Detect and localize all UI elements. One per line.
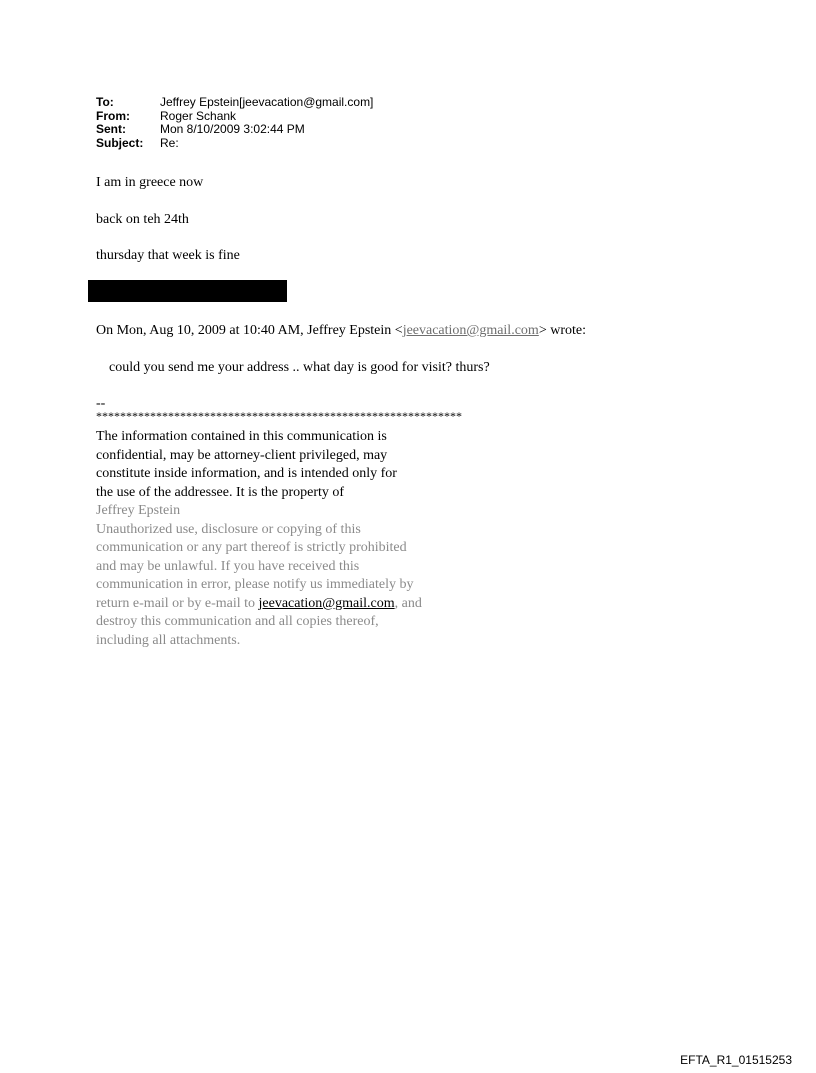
quoted-text: could you send me your address .. what day is good for visit? thurs?: [109, 360, 490, 375]
signature-gray-line: and may be unlawful. If you have received this: [96, 558, 360, 574]
signature-stars: *************************************************************: [96, 409, 462, 423]
signature-gray-line: Jeffrey Epstein: [96, 503, 181, 518]
from-row: [96, 110, 373, 124]
return-email-link[interactable]: jeevacation@gmail.com: [258, 595, 395, 611]
signature-black-line: The information contained in this communication is: [96, 429, 387, 444]
signature-gray-line: communication or any part thereof is strictly prohibited: [96, 540, 407, 555]
body-line-2: back on teh 24th: [96, 212, 189, 227]
quote-intro: [96, 323, 586, 339]
sent-label: Sent:: [96, 122, 126, 136]
signature-return-line: [96, 595, 462, 614]
subject-row: [96, 137, 373, 151]
body-line-1: I am in greece now: [96, 175, 204, 190]
from-value: Roger Schank: [160, 108, 237, 123]
signature-gray-line: communication in error, please notify us immediately by: [96, 577, 414, 592]
signature-block: [96, 398, 462, 650]
signature-dash: --: [96, 396, 106, 411]
signature-gray-line: including all attachments.: [96, 632, 241, 648]
subject-value: Re:: [160, 135, 179, 150]
to-value: Jeffrey Epstein[jeevacation@gmail.com]: [160, 95, 374, 109]
to-row: [96, 96, 373, 110]
email-header: [96, 96, 373, 150]
from-label: From:: [96, 108, 130, 123]
sent-value: Mon 8/10/2009 3:02:44 PM: [160, 122, 305, 136]
subject-label: Subject:: [96, 135, 144, 150]
to-label: To:: [96, 95, 114, 109]
sent-row: [96, 123, 373, 137]
signature-black-line: constitute inside information, and is intended only for: [96, 466, 397, 481]
return-after: , and: [394, 595, 422, 611]
quote-intro-after: > wrote:: [538, 323, 586, 338]
return-before: return e-mail or by e-mail to: [96, 595, 259, 611]
document-id: EFTA_R1_01515253: [680, 1053, 792, 1067]
signature-black-line: confidential, may be attorney-client privileged, may: [96, 447, 388, 463]
redaction-bar: [88, 280, 287, 302]
signature-black-line: the use of the addressee. It is the property of: [96, 484, 345, 500]
body-line-3: thursday that week is fine: [96, 248, 240, 263]
signature-gray-line: destroy this communication and all copies thereof,: [96, 614, 379, 629]
signature-gray-line: Unauthorized use, disclosure or copying of this: [96, 521, 361, 537]
quote-intro-email-link[interactable]: jeevacation@gmail.com: [402, 323, 539, 338]
quote-intro-before: On Mon, Aug 10, 2009 at 10:40 AM, Jeffrey Epstein <: [96, 323, 403, 338]
